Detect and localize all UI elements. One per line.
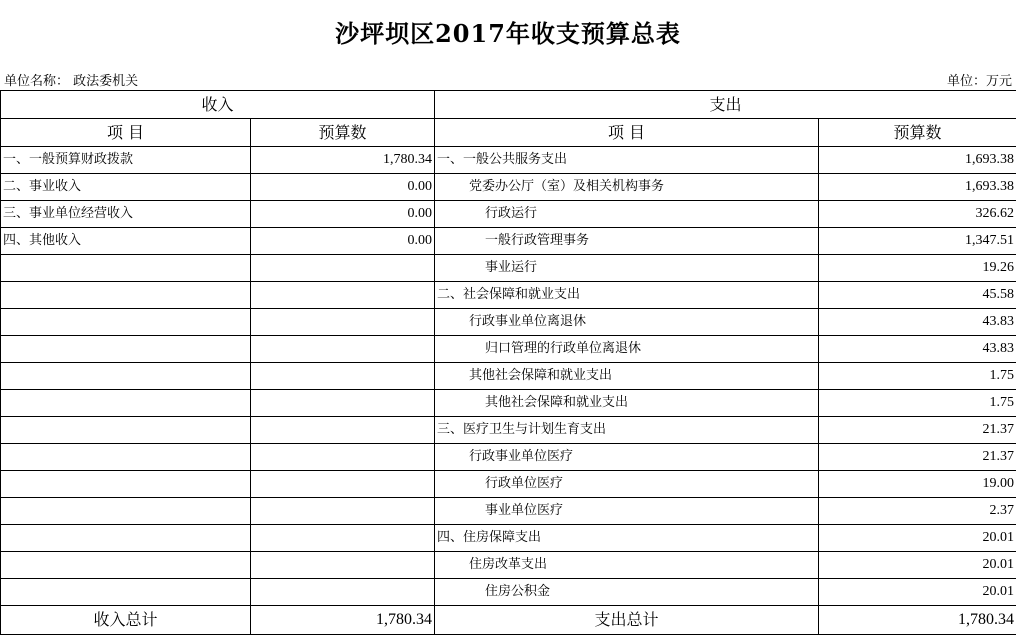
expense-amount-cell: 1,693.38 xyxy=(819,147,1016,174)
income-item-cell: 三、事业单位经营收入 xyxy=(1,201,251,228)
expense-item-cell: 党委办公厅（室）及相关机构事务 xyxy=(435,174,819,201)
expense-amount-cell: 1,693.38 xyxy=(819,174,1016,201)
expense-amount-cell: 326.62 xyxy=(819,201,1016,228)
income-amount-cell xyxy=(251,498,435,525)
expense-amount-cell: 43.83 xyxy=(819,309,1016,336)
income-item-cell xyxy=(1,471,251,498)
expense-amount-cell: 19.26 xyxy=(819,255,1016,282)
income-item-cell xyxy=(1,390,251,417)
income-item-cell xyxy=(1,525,251,552)
expense-amount-cell: 21.37 xyxy=(819,444,1016,471)
table-row xyxy=(1,228,1016,255)
income-amount-cell xyxy=(251,444,435,471)
table-row xyxy=(1,390,1016,417)
expense-item-cell: 住房公积金 xyxy=(435,579,819,606)
income-amount-cell: 1,780.34 xyxy=(251,147,435,174)
income-item-cell xyxy=(1,309,251,336)
table-row xyxy=(1,363,1016,390)
table-row xyxy=(1,525,1016,552)
income-item-cell: 一、一般预算财政拨款 xyxy=(1,147,251,174)
income-total-amount: 1,780.34 xyxy=(251,606,435,635)
income-amount-cell xyxy=(251,336,435,363)
table-row xyxy=(1,552,1016,579)
expense-item-cell: 一、一般公共服务支出 xyxy=(435,147,819,174)
page-title: 沙坪坝区2017年收支预算总表 xyxy=(335,19,681,48)
expense-item-cell: 其他社会保障和就业支出 xyxy=(435,363,819,390)
expense-amount-cell: 20.01 xyxy=(819,552,1016,579)
expense-item-cell: 其他社会保障和就业支出 xyxy=(435,390,819,417)
totals-row xyxy=(1,606,1016,635)
table-row xyxy=(1,417,1016,444)
income-item-cell xyxy=(1,498,251,525)
table-row xyxy=(1,579,1016,606)
table-row xyxy=(1,498,1016,525)
income-item-cell xyxy=(1,255,251,282)
expense-total-amount: 1,780.34 xyxy=(819,606,1016,635)
income-total-label: 收入总计 xyxy=(1,606,251,635)
income-amount-cell xyxy=(251,255,435,282)
table-row xyxy=(1,471,1016,498)
income-item-header: 项 目 xyxy=(1,119,251,147)
income-header: 收入 xyxy=(1,91,435,119)
expense-amount-cell: 19.00 xyxy=(819,471,1016,498)
income-item-cell xyxy=(1,417,251,444)
expense-amount-cell: 1,347.51 xyxy=(819,228,1016,255)
table-row xyxy=(1,201,1016,228)
income-amount-cell xyxy=(251,390,435,417)
table-row xyxy=(1,336,1016,363)
income-item-cell xyxy=(1,336,251,363)
section-header-row xyxy=(1,91,1016,119)
expense-item-cell: 四、住房保障支出 xyxy=(435,525,819,552)
table-row xyxy=(1,444,1016,471)
table-row xyxy=(1,282,1016,309)
expense-item-cell: 二、社会保障和就业支出 xyxy=(435,282,819,309)
expense-amount-cell: 20.01 xyxy=(819,525,1016,552)
expense-item-cell: 归口管理的行政单位离退休 xyxy=(435,336,819,363)
expense-amount-cell: 1.75 xyxy=(819,390,1016,417)
expense-amount-cell: 45.58 xyxy=(819,282,1016,309)
expense-amount-cell: 43.83 xyxy=(819,336,1016,363)
income-amount-cell: 0.00 xyxy=(251,174,435,201)
expense-amount-cell: 20.01 xyxy=(819,579,1016,606)
income-amount-cell: 0.00 xyxy=(251,228,435,255)
expense-item-cell: 行政单位医疗 xyxy=(435,471,819,498)
income-budget-header: 预算数 xyxy=(251,119,435,147)
expense-item-cell: 三、医疗卫生与计划生育支出 xyxy=(435,417,819,444)
table-row xyxy=(1,255,1016,282)
income-amount-cell xyxy=(251,363,435,390)
income-amount-cell xyxy=(251,471,435,498)
income-item-cell xyxy=(1,444,251,471)
expense-item-cell: 行政事业单位离退休 xyxy=(435,309,819,336)
income-amount-cell xyxy=(251,579,435,606)
income-item-cell xyxy=(1,552,251,579)
income-amount-cell xyxy=(251,309,435,336)
income-item-cell xyxy=(1,282,251,309)
unit-label: 单位：万元 xyxy=(946,74,1012,89)
income-amount-cell xyxy=(251,417,435,444)
expense-amount-cell: 1.75 xyxy=(819,363,1016,390)
table-row xyxy=(1,147,1016,174)
unit-name: 单位名称： 政法委机关 xyxy=(4,74,139,89)
expense-item-cell: 行政运行 xyxy=(435,201,819,228)
column-header-row xyxy=(1,119,1016,147)
income-amount-cell xyxy=(251,282,435,309)
expense-item-cell: 事业单位医疗 xyxy=(435,498,819,525)
expense-header: 支出 xyxy=(435,91,1016,119)
expense-item-cell: 事业运行 xyxy=(435,255,819,282)
budget-table xyxy=(0,90,1016,635)
expense-total-label: 支出总计 xyxy=(435,606,819,635)
income-item-cell xyxy=(1,363,251,390)
table-row xyxy=(1,174,1016,201)
expense-item-cell: 行政事业单位医疗 xyxy=(435,444,819,471)
income-item-cell xyxy=(1,579,251,606)
income-amount-cell xyxy=(251,525,435,552)
income-item-cell: 二、事业收入 xyxy=(1,174,251,201)
table-row xyxy=(1,309,1016,336)
expense-amount-cell: 21.37 xyxy=(819,417,1016,444)
income-amount-cell: 0.00 xyxy=(251,201,435,228)
expense-item-cell: 一般行政管理事务 xyxy=(435,228,819,255)
expense-item-header: 项 目 xyxy=(435,119,819,147)
expense-amount-cell: 2.37 xyxy=(819,498,1016,525)
income-item-cell: 四、其他收入 xyxy=(1,228,251,255)
income-amount-cell xyxy=(251,552,435,579)
expense-budget-header: 预算数 xyxy=(819,119,1016,147)
expense-item-cell: 住房改革支出 xyxy=(435,552,819,579)
